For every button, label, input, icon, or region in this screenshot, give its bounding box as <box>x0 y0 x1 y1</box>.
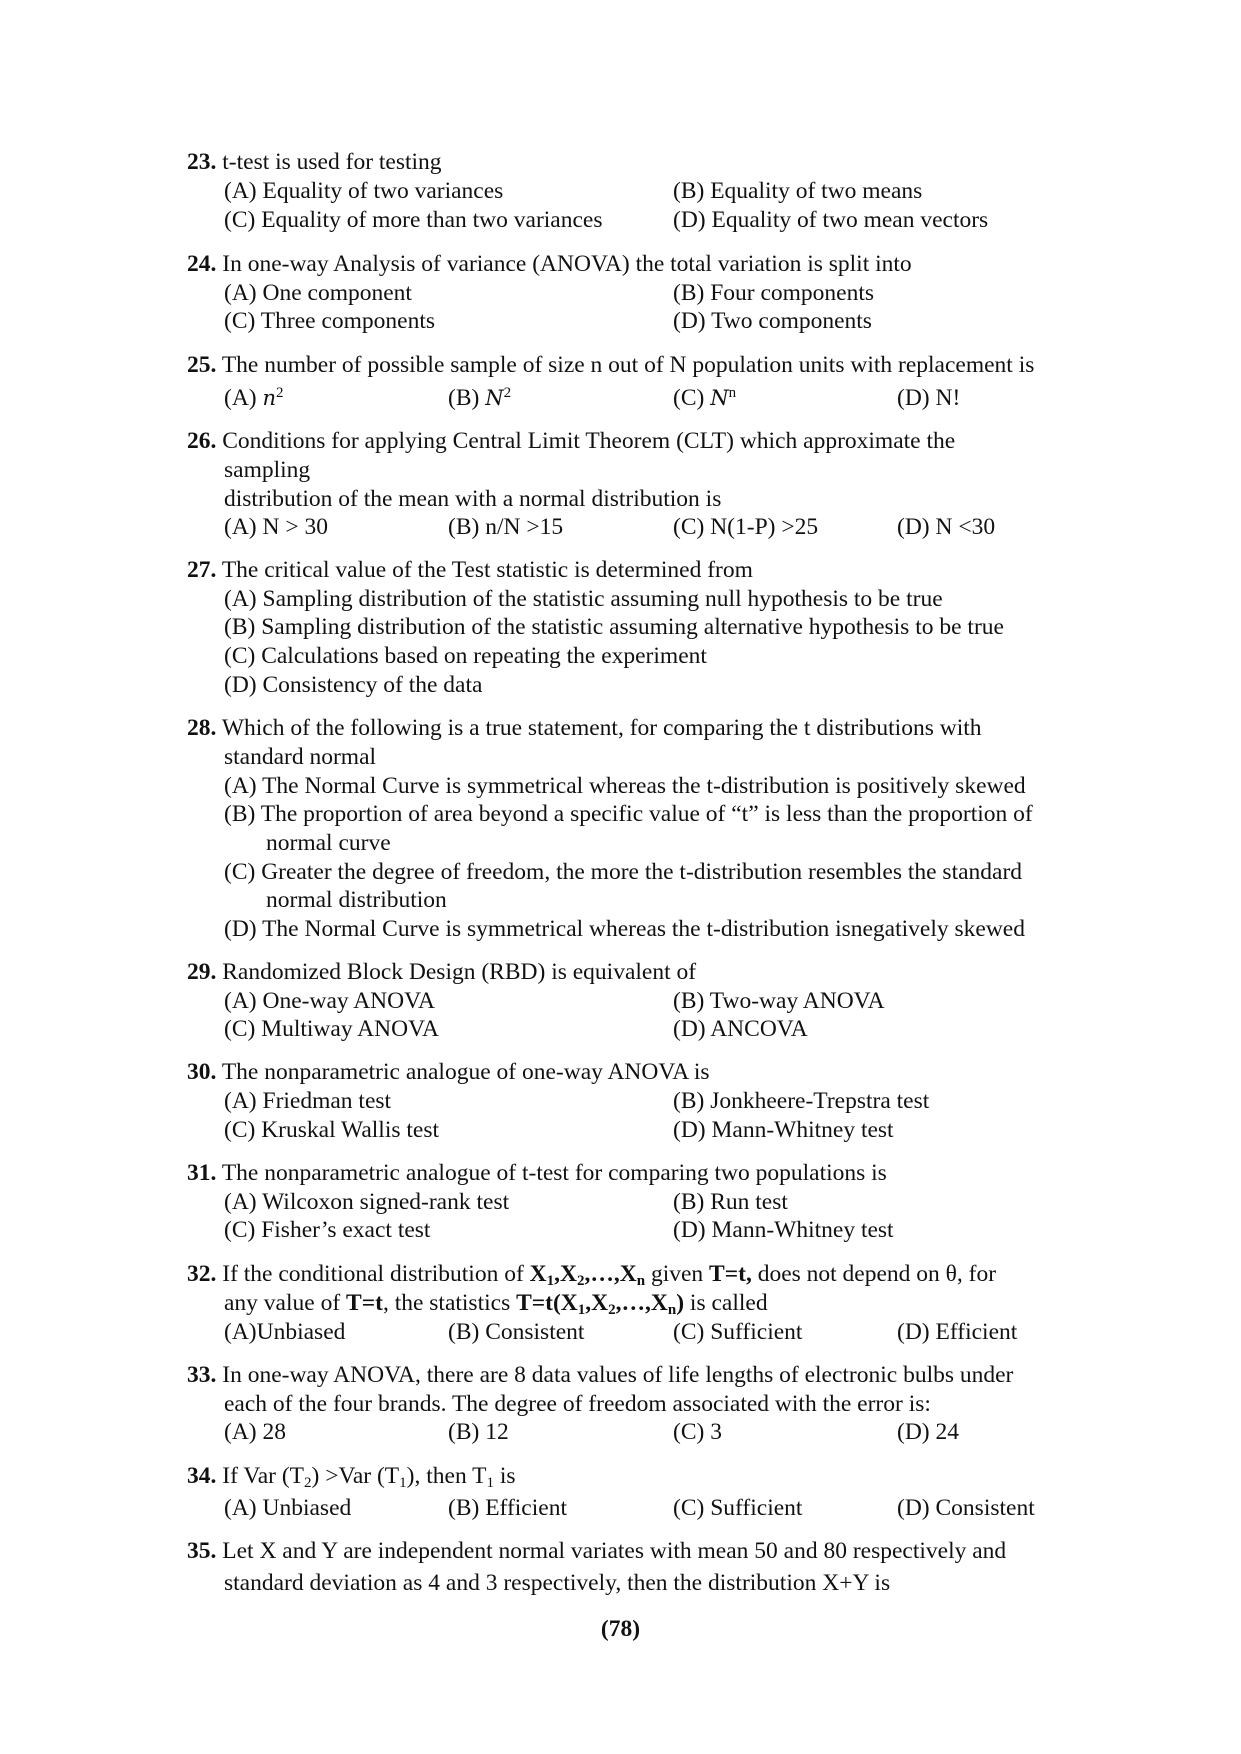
option-a: (A) 28 <box>224 1419 286 1445</box>
var: T=t(X <box>516 1290 578 1316</box>
option-d: (D) 24 <box>897 1419 959 1445</box>
question-stem: t-test is used for testing <box>222 149 442 175</box>
subscript: 1 <box>399 1475 407 1491</box>
var: X <box>529 1261 547 1287</box>
question-stem: Randomized Block Design (RBD) is equivalent of <box>222 959 697 985</box>
subscript: n <box>636 1273 646 1289</box>
question-33 <box>187 1361 1013 1389</box>
math-exponent: 2 <box>276 385 284 401</box>
question-stem: In one-way ANOVA, there are 8 data values of life lengths of electronic bulbs under <box>222 1362 1014 1388</box>
stem-text: , the statistics <box>382 1290 517 1316</box>
question-number: 32. <box>187 1261 217 1287</box>
option-c <box>673 384 736 412</box>
math-base: N <box>710 386 729 410</box>
question-stem-line <box>224 1289 768 1317</box>
option-d: (D) Equality of two mean vectors <box>673 207 989 233</box>
stem-text: ) >Var (T <box>311 1463 400 1489</box>
question-stem: The number of possible sample of size n out of N population units with replacement is <box>221 352 1035 378</box>
question-stem: The nonparametric analogue of one-way ANOVA is <box>221 1059 710 1085</box>
option-c: (C) Fisher’s exact test <box>224 1217 431 1243</box>
option-b: (B) Sampling distribution of the statistic assuming alternative hypothesis to be true <box>224 614 1004 640</box>
question-number: 31. <box>187 1160 217 1186</box>
question-34 <box>187 1462 516 1490</box>
option-c: (C) Kruskal Wallis test <box>224 1117 440 1143</box>
math-exponent: n <box>728 385 737 401</box>
stem-text: is <box>494 1463 516 1489</box>
option-b: (B) Efficient <box>448 1495 567 1521</box>
question-stem-line: sampling <box>224 457 311 483</box>
option-a: (A) One-way ANOVA <box>224 988 436 1014</box>
option-c: (C) 3 <box>673 1419 722 1445</box>
option-b-continued: normal curve <box>266 830 391 856</box>
question-24 <box>187 250 912 278</box>
subscript: n <box>667 1302 677 1318</box>
option-a <box>224 384 284 412</box>
question-25 <box>187 351 1034 379</box>
math-base: N <box>485 386 504 410</box>
question-number: 30. <box>187 1059 217 1085</box>
question-number: 23. <box>187 149 217 175</box>
option-a: (A) The Normal Curve is symmetrical whereas the t-distribution is positively skewed <box>224 773 1026 799</box>
option-d: (D) Consistency of the data <box>224 672 483 698</box>
stem-text: If Var (T <box>216 1463 305 1489</box>
option-label: (C) <box>673 385 705 411</box>
question-stem: The critical value of the Test statistic is determined from <box>221 557 753 583</box>
question-stem: Let X and Y are independent normal variates with mean 50 and 80 respectively and <box>222 1538 1007 1564</box>
question-26 <box>187 427 955 455</box>
question-number: 28. <box>187 715 217 741</box>
subscript: 1 <box>546 1273 555 1289</box>
subscript: 2 <box>608 1302 616 1318</box>
stem-text: is called <box>684 1290 768 1316</box>
option-b <box>448 384 511 412</box>
option-b: (B) Two-way ANOVA <box>673 988 885 1014</box>
variable-list <box>530 1261 645 1287</box>
question-35 <box>187 1537 1006 1565</box>
option-d: (D) N! <box>897 385 961 411</box>
question-number: 26. <box>187 428 217 454</box>
option-a: (A) Equality of two variances <box>224 178 504 204</box>
var: ,X <box>585 1290 609 1316</box>
option-d: (D) ANCOVA <box>673 1016 808 1042</box>
stem-text: does not depend on θ, for <box>751 1261 997 1287</box>
option-c: (C) Greater the degree of freedom, the more the t-distribution resembles the standard <box>224 859 1023 885</box>
option-b: (B) Equality of two means <box>673 178 923 204</box>
option-b: (B) Jonkheere-Trepstra test <box>673 1088 930 1114</box>
option-b: (B) n/N >15 <box>448 514 564 540</box>
var: ,…,X <box>584 1261 637 1287</box>
subscript: 1 <box>577 1302 586 1318</box>
question-32 <box>187 1260 996 1288</box>
option-label: (B) <box>448 385 480 411</box>
math-base: n <box>262 386 277 410</box>
option-b: (B) The proportion of area beyond a specific value of “t” is less than the proportion of <box>224 801 1033 827</box>
stem-text: ), then T <box>406 1463 487 1489</box>
stem-text: any value of <box>224 1290 347 1316</box>
stem-text: If the conditional distribution of <box>222 1261 530 1287</box>
question-stem: Which of the following is a true statement, for comparing the t distributions with <box>221 715 982 741</box>
question-number: 24. <box>187 251 217 277</box>
stem-text: given <box>645 1261 710 1287</box>
question-number: 27. <box>187 557 217 583</box>
subscript: 2 <box>304 1475 312 1491</box>
option-c: (C) Multiway ANOVA <box>224 1016 439 1042</box>
option-a: (A) Wilcoxon signed-rank test <box>224 1189 510 1215</box>
option-d: (D) Mann-Whitney test <box>673 1117 894 1143</box>
question-number: 29. <box>187 959 217 985</box>
question-stem-line: distribution of the mean with a normal distribution is <box>224 486 722 512</box>
option-label: (A) <box>224 385 257 411</box>
question-number: 25. <box>187 352 217 378</box>
option-a: (A) N > 30 <box>224 514 328 540</box>
option-d: (D) Consistent <box>897 1495 1035 1521</box>
subscript: 2 <box>577 1273 585 1289</box>
page-number: (78) <box>600 1616 641 1642</box>
question-number: 33. <box>187 1362 217 1388</box>
var: ) <box>676 1290 685 1316</box>
option-a: (A) Sampling distribution of the statistic assuming null hypothesis to be true <box>224 586 943 612</box>
question-number: 35. <box>187 1538 217 1564</box>
option-c: (C) N(1-P) >25 <box>673 514 819 540</box>
question-28 <box>187 714 982 742</box>
var: ,X <box>554 1261 577 1287</box>
question-31 <box>187 1159 887 1187</box>
option-d: (D) N <30 <box>897 514 996 540</box>
option-d: (D) Mann-Whitney test <box>673 1217 894 1243</box>
option-a: (A)Unbiased <box>224 1319 346 1345</box>
option-c: (C) Sufficient <box>673 1495 803 1521</box>
math-exponent: 2 <box>503 385 512 401</box>
option-b: (B) 12 <box>448 1419 509 1445</box>
option-c: (C) Equality of more than two variances <box>224 207 603 233</box>
question-number: 34. <box>187 1463 217 1489</box>
question-stem-line: standard normal <box>224 744 377 770</box>
question-stem: The nonparametric analogue of t-test for comparing two populations is <box>221 1160 887 1186</box>
option-a: (A) Friedman test <box>224 1088 392 1114</box>
question-stem: In one-way Analysis of variance (ANOVA) the total variation is split into <box>222 251 912 277</box>
option-d: (D) Efficient <box>897 1319 1018 1345</box>
option-c: (C) Calculations based on repeating the experiment <box>224 643 707 669</box>
var: ,…,X <box>615 1290 668 1316</box>
question-23 <box>187 148 442 176</box>
option-c: (C) Sufficient <box>673 1319 803 1345</box>
option-c: (C) Three components <box>224 308 436 334</box>
question-30 <box>187 1058 710 1086</box>
option-d: (D) Two components <box>673 308 872 334</box>
question-stem-line: each of the four brands. The degree of freedom associated with the error is: <box>224 1391 931 1417</box>
question-27 <box>187 556 753 584</box>
option-b: (B) Run test <box>673 1189 788 1215</box>
option-b: (B) Consistent <box>448 1319 585 1345</box>
option-a: (A) One component <box>224 280 412 306</box>
subscript: 1 <box>486 1475 495 1491</box>
question-stem-line: standard deviation as 4 and 3 respectively, then the distribution X+Y is <box>224 1570 891 1596</box>
option-d: (D) The Normal Curve is symmetrical whereas the t-distribution isnegatively skewed <box>224 916 1025 942</box>
option-a: (A) Unbiased <box>224 1495 352 1521</box>
option-c-continued: normal distribution <box>266 887 447 913</box>
statistic-formula <box>516 1290 684 1316</box>
question-stem: Conditions for applying Central Limit Theorem (CLT) which approximate the <box>222 428 956 454</box>
question-29 <box>187 958 696 986</box>
option-b: (B) Four components <box>673 280 875 306</box>
statistic: T=t <box>346 1290 383 1316</box>
statistic: T=t, <box>709 1261 752 1287</box>
